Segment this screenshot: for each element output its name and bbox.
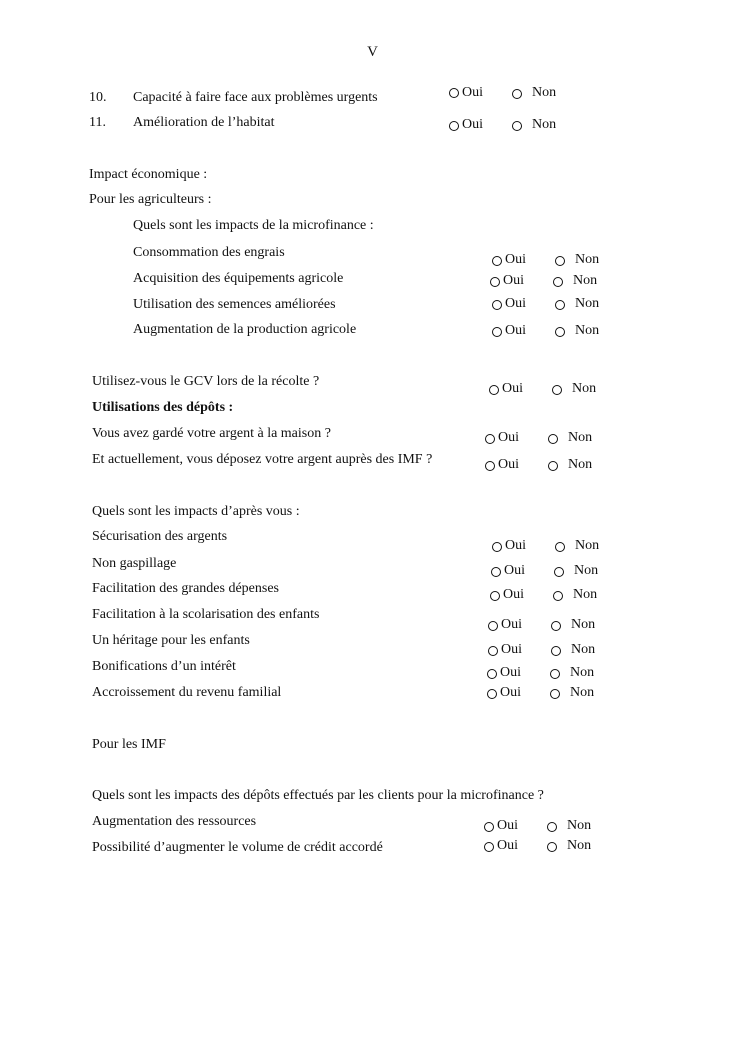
question-label: Vous avez gardé votre argent à la maison ? xyxy=(92,426,331,441)
oui-label: Oui xyxy=(462,85,483,100)
radio-oui[interactable] xyxy=(487,689,497,699)
radio-non[interactable] xyxy=(553,277,563,287)
oui-label: Oui xyxy=(500,685,521,700)
radio-non[interactable] xyxy=(512,121,522,131)
oui-label: Oui xyxy=(505,296,526,311)
question-label: Facilitation à la scolarisation des enfants xyxy=(92,607,320,622)
non-label: Non xyxy=(575,296,600,311)
non-label: Non xyxy=(570,685,595,700)
non-label: Non xyxy=(575,252,600,267)
non-label: Non xyxy=(567,818,592,833)
radio-oui[interactable] xyxy=(485,461,495,471)
radio-non[interactable] xyxy=(547,822,557,832)
question-text: Quels sont les impacts d’après vous : xyxy=(92,504,300,519)
radio-oui[interactable] xyxy=(492,542,502,552)
radio-non[interactable] xyxy=(548,461,558,471)
question-label: Accroissement du revenu familial xyxy=(92,685,282,700)
radio-non[interactable] xyxy=(554,567,564,577)
non-label: Non xyxy=(575,538,600,553)
radio-non[interactable] xyxy=(512,89,522,99)
radio-non[interactable] xyxy=(555,300,565,310)
non-label: Non xyxy=(574,563,599,578)
radio-oui[interactable] xyxy=(449,88,459,98)
radio-non[interactable] xyxy=(550,689,560,699)
non-label: Non xyxy=(532,117,557,132)
subsection-heading: Pour les agriculteurs : xyxy=(89,192,212,207)
oui-label: Oui xyxy=(501,617,522,632)
radio-oui[interactable] xyxy=(491,567,501,577)
radio-oui[interactable] xyxy=(492,256,502,266)
radio-non[interactable] xyxy=(555,542,565,552)
question-label: Et actuellement, vous déposez votre argent auprès des IMF ? xyxy=(92,452,433,467)
question-label: Non gaspillage xyxy=(92,556,177,571)
radio-non[interactable] xyxy=(548,434,558,444)
radio-oui[interactable] xyxy=(484,822,494,832)
oui-label: Oui xyxy=(503,273,524,288)
question-label: Facilitation des grandes dépenses xyxy=(92,581,280,596)
question-label: Amélioration de l’habitat xyxy=(133,115,275,130)
radio-oui[interactable] xyxy=(488,621,498,631)
radio-oui[interactable] xyxy=(485,434,495,444)
question-label: Consommation des engrais xyxy=(133,245,285,260)
radio-oui[interactable] xyxy=(449,121,459,131)
radio-non[interactable] xyxy=(551,646,561,656)
oui-label: Oui xyxy=(498,430,519,445)
question-label: Sécurisation des argents xyxy=(92,529,228,544)
non-label: Non xyxy=(568,430,593,445)
radio-oui[interactable] xyxy=(492,300,502,310)
non-label: Non xyxy=(571,617,596,632)
oui-label: Oui xyxy=(497,838,518,853)
section-heading: Impact économique : xyxy=(89,167,208,182)
question-label: Augmentation des ressources xyxy=(92,814,257,829)
non-label: Non xyxy=(532,85,557,100)
item-number: 10. xyxy=(89,90,107,105)
section-heading: Utilisations des dépôts : xyxy=(92,400,234,415)
oui-label: Oui xyxy=(504,563,525,578)
radio-oui[interactable] xyxy=(484,842,494,852)
radio-non[interactable] xyxy=(551,621,561,631)
question-label: Utilisation des semences améliorées xyxy=(133,297,336,312)
radio-oui[interactable] xyxy=(490,277,500,287)
question-label: Bonifications d’un intérêt xyxy=(92,659,236,674)
radio-oui[interactable] xyxy=(492,327,502,337)
radio-non[interactable] xyxy=(550,669,560,679)
oui-label: Oui xyxy=(500,665,521,680)
oui-label: Oui xyxy=(502,381,523,396)
page-number: V xyxy=(367,44,378,60)
radio-non[interactable] xyxy=(553,591,563,601)
non-label: Non xyxy=(568,457,593,472)
radio-oui[interactable] xyxy=(490,591,500,601)
oui-label: Oui xyxy=(497,818,518,833)
question-label: Utilisez-vous le GCV lors de la récolte ? xyxy=(92,374,320,389)
oui-label: Oui xyxy=(498,457,519,472)
item-number: 11. xyxy=(89,115,106,130)
oui-label: Oui xyxy=(462,117,483,132)
question-text: Quels sont les impacts des dépôts effectués par les clients pour la microfinance ? xyxy=(92,788,544,803)
question-label: Capacité à faire face aux problèmes urgents xyxy=(133,90,378,105)
question-label: Augmentation de la production agricole xyxy=(133,322,357,337)
question-label: Un héritage pour les enfants xyxy=(92,633,250,648)
non-label: Non xyxy=(567,838,592,853)
radio-non[interactable] xyxy=(555,327,565,337)
radio-oui[interactable] xyxy=(489,385,499,395)
oui-label: Oui xyxy=(505,538,526,553)
non-label: Non xyxy=(573,587,598,602)
question-label: Acquisition des équipements agricole xyxy=(133,271,344,286)
oui-label: Oui xyxy=(505,252,526,267)
non-label: Non xyxy=(571,642,596,657)
radio-oui[interactable] xyxy=(487,669,497,679)
radio-non[interactable] xyxy=(547,842,557,852)
question-label: Possibilité d’augmenter le volume de crédit accordé xyxy=(92,840,383,855)
non-label: Non xyxy=(570,665,595,680)
non-label: Non xyxy=(573,273,598,288)
radio-oui[interactable] xyxy=(488,646,498,656)
oui-label: Oui xyxy=(505,323,526,338)
radio-non[interactable] xyxy=(555,256,565,266)
non-label: Non xyxy=(572,381,597,396)
radio-non[interactable] xyxy=(552,385,562,395)
section-heading: Pour les IMF xyxy=(92,737,166,752)
oui-label: Oui xyxy=(503,587,524,602)
question-text: Quels sont les impacts de la microfinance : xyxy=(133,218,374,233)
non-label: Non xyxy=(575,323,600,338)
oui-label: Oui xyxy=(501,642,522,657)
